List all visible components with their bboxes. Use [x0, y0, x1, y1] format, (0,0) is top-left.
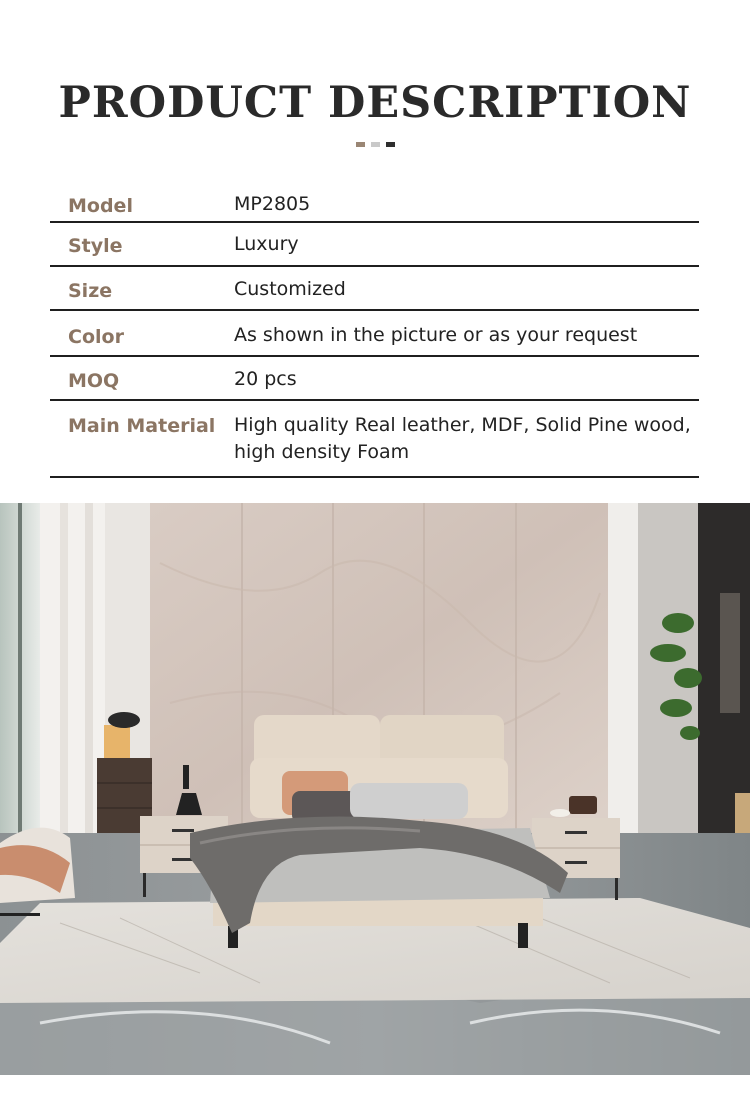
page-title: PRODUCT DESCRIPTION	[58, 78, 692, 128]
spec-label: Size	[68, 280, 113, 302]
product-photo	[0, 503, 750, 1075]
spec-row-model	[50, 182, 699, 223]
spec-row-color	[50, 311, 699, 357]
spec-row-main-material	[50, 401, 699, 478]
title-divider	[0, 142, 750, 147]
spec-label: Model	[68, 195, 133, 217]
spec-value: Luxury	[234, 233, 299, 255]
spec-label: MOQ	[68, 370, 120, 392]
spec-row-size	[50, 267, 699, 311]
spec-value: As shown in the picture or as your request	[234, 324, 638, 346]
spec-value: High quality Real leather, MDF, Solid Pine wood, high density Foam	[234, 414, 691, 463]
bedroom-scene-illustration	[0, 503, 750, 1075]
spec-label: Style	[68, 235, 123, 257]
spec-value: MP2805	[234, 193, 311, 215]
spec-value: 20 pcs	[234, 368, 297, 390]
spec-label: Main Material	[68, 415, 216, 437]
spec-row-style	[50, 223, 699, 267]
spec-row-moq	[50, 357, 699, 401]
divider-dot-brown	[356, 142, 365, 147]
spec-value: Customized	[234, 278, 346, 300]
spec-label: Color	[68, 326, 124, 348]
spec-table	[50, 182, 699, 478]
divider-dot-black	[386, 142, 395, 147]
divider-dot-gray	[371, 142, 380, 147]
